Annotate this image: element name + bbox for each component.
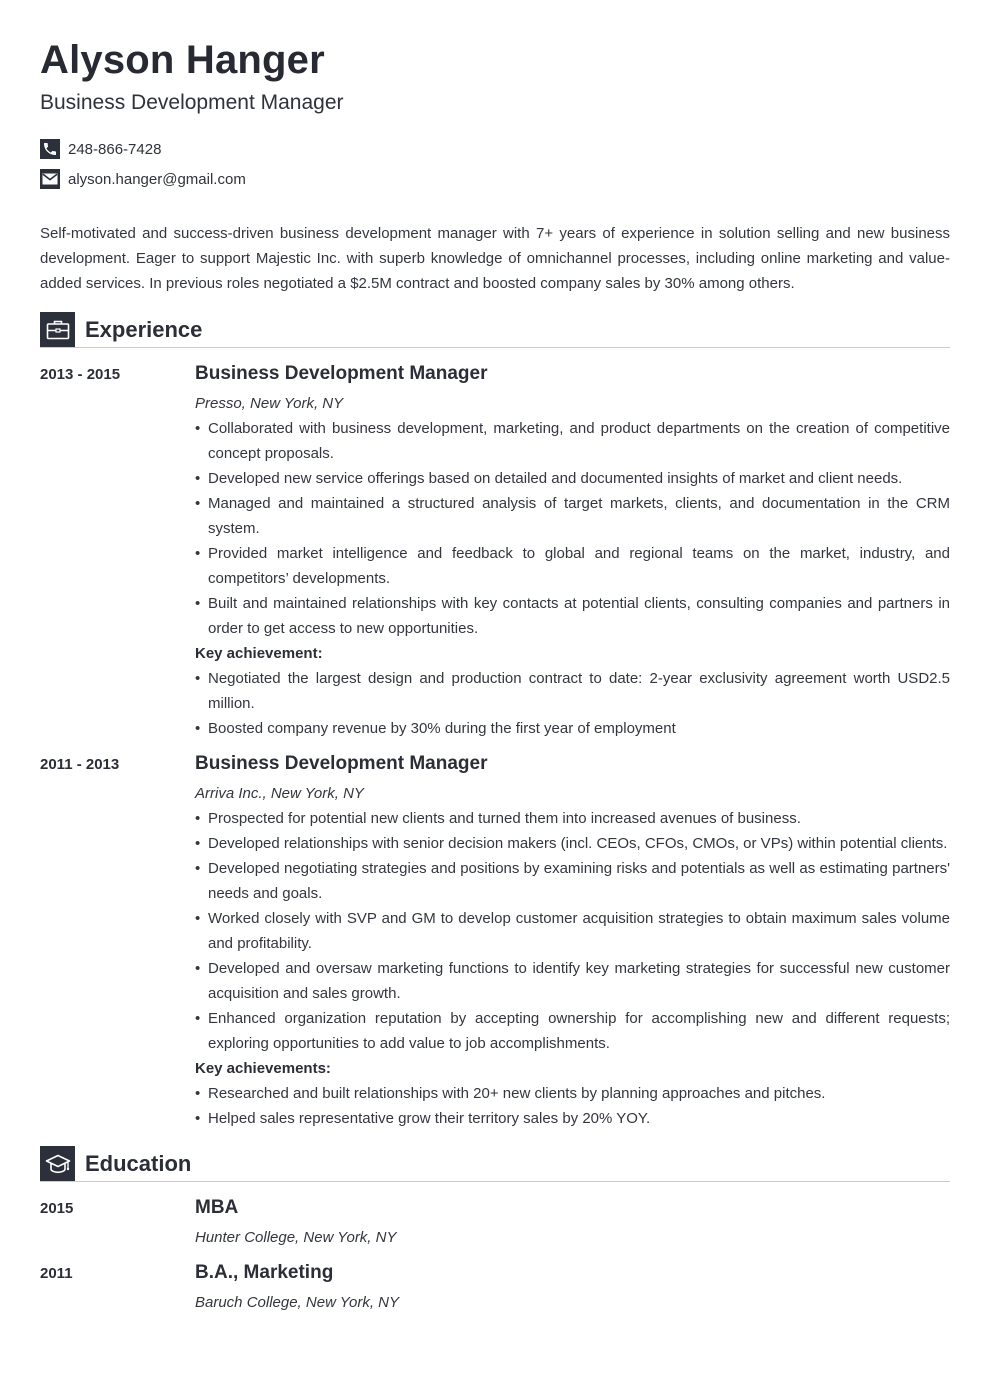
graduation-cap-icon (40, 1146, 75, 1181)
list-item: • Developed new service offerings based on detailed and documented insights of market and client needs. (195, 466, 950, 491)
degree-title: MBA (195, 1197, 239, 1218)
profile-summary: Self-motivated and success-driven business development manager with 7+ years of experience in solution selling and new business development. Eager to support Majestic Inc. with superb knowledge of omnichannel processes, including online marketing and value-added services. In previous roles negotiated a $2.5M contract and boosted company sales by 30% among others. (40, 225, 950, 292)
school-name: Baruch College, New York, NY (195, 1294, 399, 1311)
experience-heading: Experience (85, 317, 203, 342)
phone-number[interactable]: 248-866-7428 (68, 140, 162, 158)
list-item: • Boosted company revenue by 30% during the first year of employment (195, 716, 950, 741)
job-title: Business Development Manager (195, 363, 488, 384)
education-entry (195, 1196, 950, 1250)
list-item: • Helped sales representative grow their territory sales by 20% YOY. (195, 1106, 950, 1131)
job-responsibilities (195, 416, 950, 641)
job-dates: 2013 - 2015 (40, 366, 121, 383)
job-responsibilities (195, 806, 950, 1056)
education-section-header (40, 1146, 950, 1182)
contact-email (40, 169, 246, 189)
list-item: • Developed relationships with senior decision makers (incl. CEOs, CFOs, CMOs, or VPs) within potential clients. (195, 831, 950, 856)
job-achievements (195, 666, 950, 741)
education-year: 2015 (40, 1200, 74, 1217)
list-item: • Developed and oversaw marketing functions to identify key marketing strategies for successful new customer acquisition and sales growth. (195, 956, 950, 1006)
job-entry (195, 752, 950, 1131)
achievements-label: Key achievements: (195, 1060, 331, 1077)
list-item: • Researched and built relationships with 20+ new clients by planning approaches and pitches. (195, 1081, 950, 1106)
experience-section-header (40, 312, 950, 348)
education-entry (195, 1261, 950, 1315)
list-item: • Worked closely with SVP and GM to develop customer acquisition strategies to obtain maximum sales volume and profitability. (195, 906, 950, 956)
education-heading: Education (85, 1151, 192, 1176)
list-item: • Built and maintained relationships with key contacts at potential clients, consulting companies and partners in order to get access to new opportunities. (195, 591, 950, 641)
list-item: • Managed and maintained a structured analysis of target markets, clients, and documentation in the CRM system. (195, 491, 950, 541)
briefcase-icon (40, 312, 75, 347)
achievements-label: Key achievement: (195, 645, 323, 662)
candidate-name: Alyson Hanger (40, 38, 325, 82)
school-name: Hunter College, New York, NY (195, 1229, 397, 1246)
list-item: • Developed negotiating strategies and positions by examining risks and potentials as well as estimating partners' needs and goals. (195, 856, 950, 906)
phone-icon (40, 139, 60, 159)
job-dates: 2011 - 2013 (40, 756, 120, 773)
envelope-icon (40, 169, 60, 189)
list-item: • Provided market intelligence and feedback to global and regional teams on the market, industry, and competitors’ developments. (195, 541, 950, 591)
contact-phone (40, 139, 161, 159)
list-item: • Collaborated with business development, marketing, and product departments on the creation of competitive concept proposals. (195, 416, 950, 466)
candidate-title: Business Development Manager (40, 91, 344, 114)
job-entry (195, 362, 950, 741)
job-title: Business Development Manager (195, 753, 488, 774)
list-item: • Negotiated the largest design and production contract to date: 2-year exclusivity agreement worth USD2.5 million. (195, 666, 950, 716)
list-item: • Enhanced organization reputation by accepting ownership for accomplishing new and different requests; exploring opportunities to add value to job accomplishments. (195, 1006, 950, 1056)
job-company: Presso, New York, NY (195, 395, 344, 412)
job-achievements (195, 1081, 950, 1131)
job-company: Arriva Inc., New York, NY (195, 785, 364, 802)
email-address[interactable]: alyson.hanger@gmail.com (68, 170, 246, 188)
education-year: 2011 (40, 1265, 73, 1282)
list-item: • Prospected for potential new clients and turned them into increased avenues of business. (195, 806, 950, 831)
degree-title: B.A., Marketing (195, 1262, 334, 1283)
